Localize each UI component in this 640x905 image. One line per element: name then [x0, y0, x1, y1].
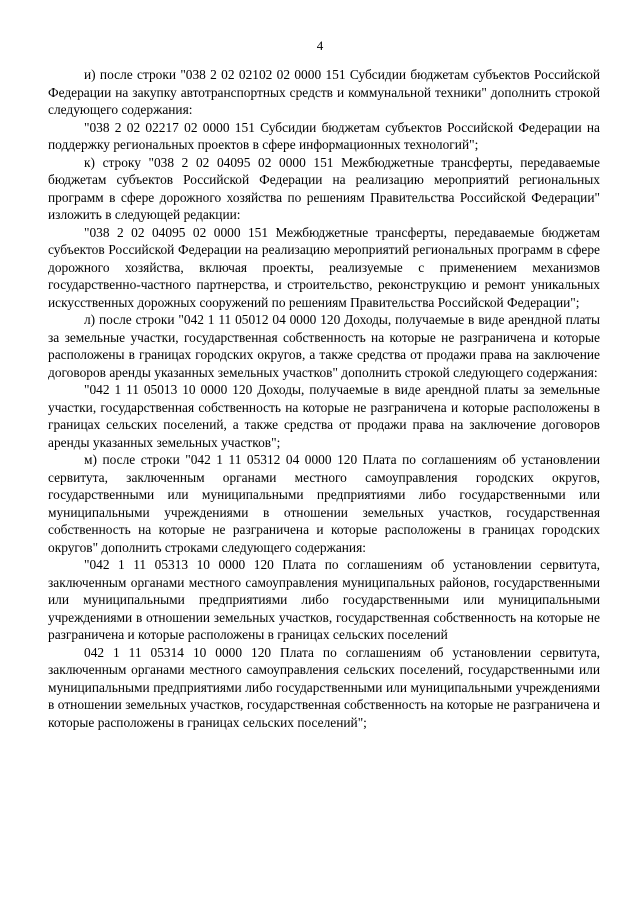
paragraph-m-insert-1: "042 1 11 05313 10 0000 120 Плата по соглашениям об установлении сервитута, заключенным органами местного самоуправления муниципальных районов, государственными или муниципальными предприятиями либо государственными или муниципальными учреждениями в отношении земельных участков, государственная собственность на которые не разграничена и которые расположены в границах сельских поселений	[48, 557, 600, 642]
paragraph-i: и) после строки "038 2 02 02102 02 0000 151 Субсидии бюджетам субъектов Российской Федерации на закупку автотранспортных средств и коммунальной техники" дополнить строкой следующего содержания:	[48, 67, 600, 117]
paragraph-i-insert: "038 2 02 02217 02 0000 151 Субсидии бюджетам субъектов Российской Федерации на поддержку региональных проектов в сфере информационных технологий";	[48, 119, 600, 152]
document-body	[48, 66, 600, 731]
paragraph-l: л) после строки "042 1 11 05012 04 0000 120 Доходы, получаемые в виде арендной платы за земельные участки, государственная собственность на которые не разграничена и которые расположены в границах городских округов, а также средства от продажи права на заключение договоров аренды указанных земельных участков" дополнить строкой следующего содержания:	[48, 312, 600, 380]
paragraph-k: к) строку "038 2 02 04095 02 0000 151 Межбюджетные трансферты, передаваемые бюджетам субъектов Российской Федерации на реализацию мероприятий региональных программ в сфере дорожного хозяйства по решениям Правительства Российской Федерации" изложить в следующей редакции:	[48, 154, 600, 222]
paragraph-m: м) после строки "042 1 11 05312 04 0000 120 Плата по соглашениям об установлении сервитута, заключенным органами местного самоуправления городских округов, государственными или муниципальными предприятиями либо государственными или муниципальными учреждениями в отношении земельных участков, государственная собственность на которые не разграничена и которые расположены в границах городских округов" дополнить строками следующего содержания:	[48, 452, 600, 555]
paragraph-m-insert-2: 042 1 11 05314 10 0000 120 Плата по соглашениям об установлении сервитута, заключенным органами местного самоуправления сельских поселений, государственными или муниципальными предприятиями либо государственными или муниципальными учреждениями в отношении земельных участков, государственная собственность на которые не разграничена и которые расположены в границах сельских поселений";	[48, 644, 600, 730]
paragraph-k-new-text: "038 2 02 04095 02 0000 151 Межбюджетные трансферты, передаваемые бюджетам субъектов Российской Федерации на реализацию мероприятий региональных программ в сфере дорожного хозяйства, включая проекты, реализуемые с применением механизмов государственно-частного партнерства, и строительство, реконструкцию и ремонт уникальных искусственных дорожных сооружений по решениям Правительства Российской Федерации";	[48, 224, 600, 310]
paragraph-l-insert: "042 1 11 05013 10 0000 120 Доходы, получаемые в виде арендной платы за земельные участки, государственная собственность на которые не разграничена и которые расположены в границах сельских поселений, а также средства от продажи права на заключение договоров аренды указанных земельных участков";	[48, 382, 600, 450]
page-number: 4	[316, 38, 324, 53]
